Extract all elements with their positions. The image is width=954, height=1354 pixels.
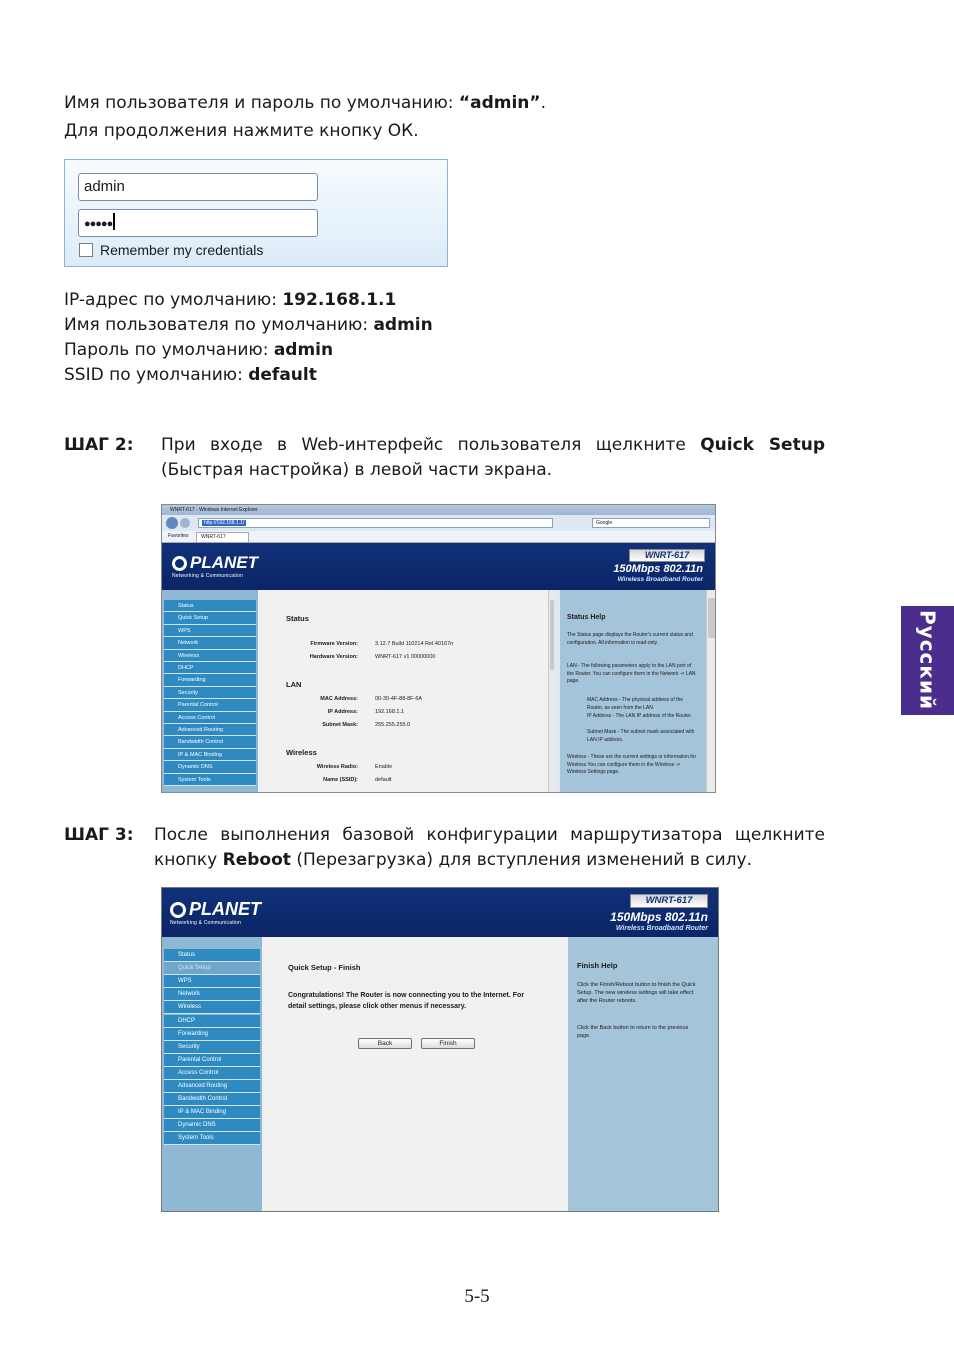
forward-arrow-icon[interactable]	[180, 518, 190, 528]
sidebar-item-wps[interactable]: WPS	[164, 625, 256, 637]
sidebar-item-wireless[interactable]: Wireless	[164, 1001, 260, 1014]
step2-text-2: (Быстрая настройка) в левой части экрана.	[161, 460, 553, 480]
default-ip: IP-адрес по умолчанию: 192.168.1.1	[64, 290, 397, 310]
default-username: Имя пользователя по умолчанию: admin	[64, 315, 433, 335]
step3-label: ШАГ 3:	[64, 825, 134, 845]
sidebar-item-ip-mac-binding[interactable]: IP & MAC Binding	[164, 1106, 260, 1119]
ie-favorites-bar	[162, 531, 715, 543]
sidebar-item-quick-setup[interactable]: Quick Setup	[164, 612, 256, 624]
scroll-thumb[interactable]	[708, 598, 716, 638]
sidebar-menu	[162, 590, 258, 793]
router-finish-screenshot	[161, 887, 719, 1212]
username-field[interactable]: admin	[78, 173, 318, 201]
step3-text: После выполнения базовой конфигурации маршрутизатора щелкните	[154, 825, 825, 845]
favorites-button[interactable]: Favorites	[168, 533, 189, 539]
lan-title: LAN	[286, 680, 302, 689]
sidebar-item-network[interactable]: Network	[164, 988, 260, 1001]
intro-credentials: “admin”	[458, 93, 541, 113]
sidebar-item-advanced-routing[interactable]: Advanced Routing	[164, 724, 256, 736]
sidebar-item-quick-setup[interactable]: Quick Setup	[164, 962, 260, 975]
router-status-screenshot	[161, 504, 716, 793]
sidebar-item-system-tools[interactable]: System Tools	[164, 1132, 260, 1145]
model-badge: WNRT-617	[630, 894, 708, 908]
step2-label: ШАГ 2:	[64, 435, 134, 455]
sidebar-item-access-control[interactable]: Access Control	[164, 1067, 260, 1080]
content-scrollbar[interactable]	[548, 590, 555, 793]
status-title: Status	[286, 614, 309, 623]
sidebar-item-wireless[interactable]: Wireless	[164, 650, 256, 662]
login-dialog	[64, 159, 448, 267]
planet-logo-icon	[172, 556, 187, 571]
search-box[interactable]: Google	[592, 518, 710, 528]
sidebar-item-advanced-routing[interactable]: Advanced Routing	[164, 1080, 260, 1093]
finish-help-panel: Finish Help Click the Finish/Reboot button to finish the Quick Setup. The new wireless settings will take effect after the Router reboots. Click the Back button to return to the previous page.	[568, 937, 719, 1212]
router-subtitle: Wireless Broadband Router	[617, 576, 703, 583]
sidebar-item-security[interactable]: Security	[164, 687, 256, 699]
sidebar-item-ip-mac-binding[interactable]: IP & MAC Binding	[164, 749, 256, 761]
ie-address-bar	[162, 515, 715, 531]
default-password: Пароль по умолчанию: admin	[64, 340, 334, 360]
help-title: Finish Help	[577, 961, 618, 970]
planet-logo: PLANET Networking & Communication	[172, 553, 258, 579]
sidebar-item-access-control[interactable]: Access Control	[164, 712, 256, 724]
sidebar-item-security[interactable]: Security	[164, 1041, 260, 1054]
router-subtitle: Wireless Broadband Router	[615, 925, 708, 932]
step2-text: При входе в Web-интерфейс пользователя щелкните Quick Setup	[161, 435, 825, 455]
default-ssid: SSID по умолчанию: default	[64, 365, 317, 385]
speed-label: 150Mbps 802.11n	[613, 563, 703, 575]
intro-line-2: Для продолжения нажмите кнопку ОК.	[64, 121, 419, 141]
sidebar-item-parental-control[interactable]: Parental Control	[164, 1054, 260, 1067]
step3-text-2: кнопку Reboot (Перезагрузка) для вступления изменений в силу.	[154, 850, 752, 870]
router-banner	[162, 543, 715, 590]
sidebar-item-parental-control[interactable]: Parental Control	[164, 699, 256, 711]
sidebar-item-system-tools[interactable]: System Tools	[164, 774, 256, 786]
url-input[interactable]: http://192.168.1.1/	[198, 518, 553, 528]
finish-content	[262, 937, 568, 1212]
status-help-panel: Status Help The Status page displays the Router's current status and configuration. All information is read-only. LAN - The following parameters apply to the LAN port of the Router. You can configure them in the Network -> LAN page. MAC Address - The physical address of the Router, as seen from the LAN. IP Address - The LAN IP address of the Router. Subnet Mask - The subnet mask associated with LAN IP address. Wireless - These are the current settings or information for Wireless.You can configure them in the Wireless -> Wireless Settings page.	[560, 590, 706, 793]
sidebar-item-dynamic-dns[interactable]: Dynamic DNS	[164, 1119, 260, 1132]
status-content: Status Firmware Version: 3.12.7 Build 110214 Rel.40167n Hardware Version: WNRT-617 v1 00000000 LAN MAC Address: 00-30-4F-88-8F-6A IP Address: 192.168.1.1 Subnet Mask: 255.255.255.0 Wireless Wireless Radio: Enable Name (SSID): default	[258, 590, 554, 793]
intro-line-1: Имя пользователя и пароль по умолчанию: “admin”.	[64, 93, 546, 113]
finish-title: Quick Setup - Finish	[288, 963, 361, 972]
sidebar-item-forwarding[interactable]: Forwarding	[164, 1028, 260, 1041]
router-banner	[162, 888, 718, 937]
sidebar-item-network[interactable]: Network	[164, 637, 256, 649]
finish-button[interactable]: Finish	[421, 1038, 475, 1049]
back-button[interactable]: Back	[358, 1038, 412, 1049]
finish-message: Congratulations! The Router is now connecting you to the Internet. For detail settings, please click other menus if necessary.	[288, 992, 525, 1010]
sidebar-item-dhcp[interactable]: DHCP	[164, 662, 256, 674]
sidebar-menu	[162, 937, 262, 1212]
planet-logo-icon	[170, 902, 186, 918]
wireless-title: Wireless	[286, 748, 317, 757]
sidebar-item-bandwidth-control[interactable]: Bandwidth Control	[164, 736, 256, 748]
sidebar-item-bandwidth-control[interactable]: Bandwidth Control	[164, 1093, 260, 1106]
ie-title-bar: WNRT-617 - Windows Internet Explorer	[162, 505, 715, 515]
scroll-thumb[interactable]	[550, 600, 554, 670]
back-arrow-icon[interactable]	[166, 517, 178, 529]
sidebar-item-dynamic-dns[interactable]: Dynamic DNS	[164, 761, 256, 773]
sidebar-item-forwarding[interactable]: Forwarding	[164, 674, 256, 686]
remember-credentials[interactable]: Remember my credentials	[79, 242, 263, 258]
sidebar-item-dhcp[interactable]: DHCP	[164, 1015, 260, 1028]
page-number: 5-5	[464, 1286, 490, 1307]
language-tab: Русский	[901, 606, 954, 715]
text-caret	[113, 213, 115, 230]
model-badge: WNRT-617	[629, 549, 705, 562]
password-field[interactable]: ●●●●●	[78, 209, 318, 237]
sidebar-item-status[interactable]: Status	[164, 949, 260, 962]
help-title: Status Help	[567, 614, 606, 621]
page-scrollbar[interactable]	[706, 590, 716, 793]
sidebar-item-wps[interactable]: WPS	[164, 975, 260, 988]
speed-label: 150Mbps 802.11n	[610, 910, 708, 924]
checkbox-icon[interactable]	[79, 243, 93, 257]
browser-tab[interactable]: WNRT-617	[196, 532, 249, 543]
sidebar-item-status[interactable]: Status	[164, 600, 256, 612]
planet-logo: PLANET Networking & Communication	[170, 899, 261, 926]
